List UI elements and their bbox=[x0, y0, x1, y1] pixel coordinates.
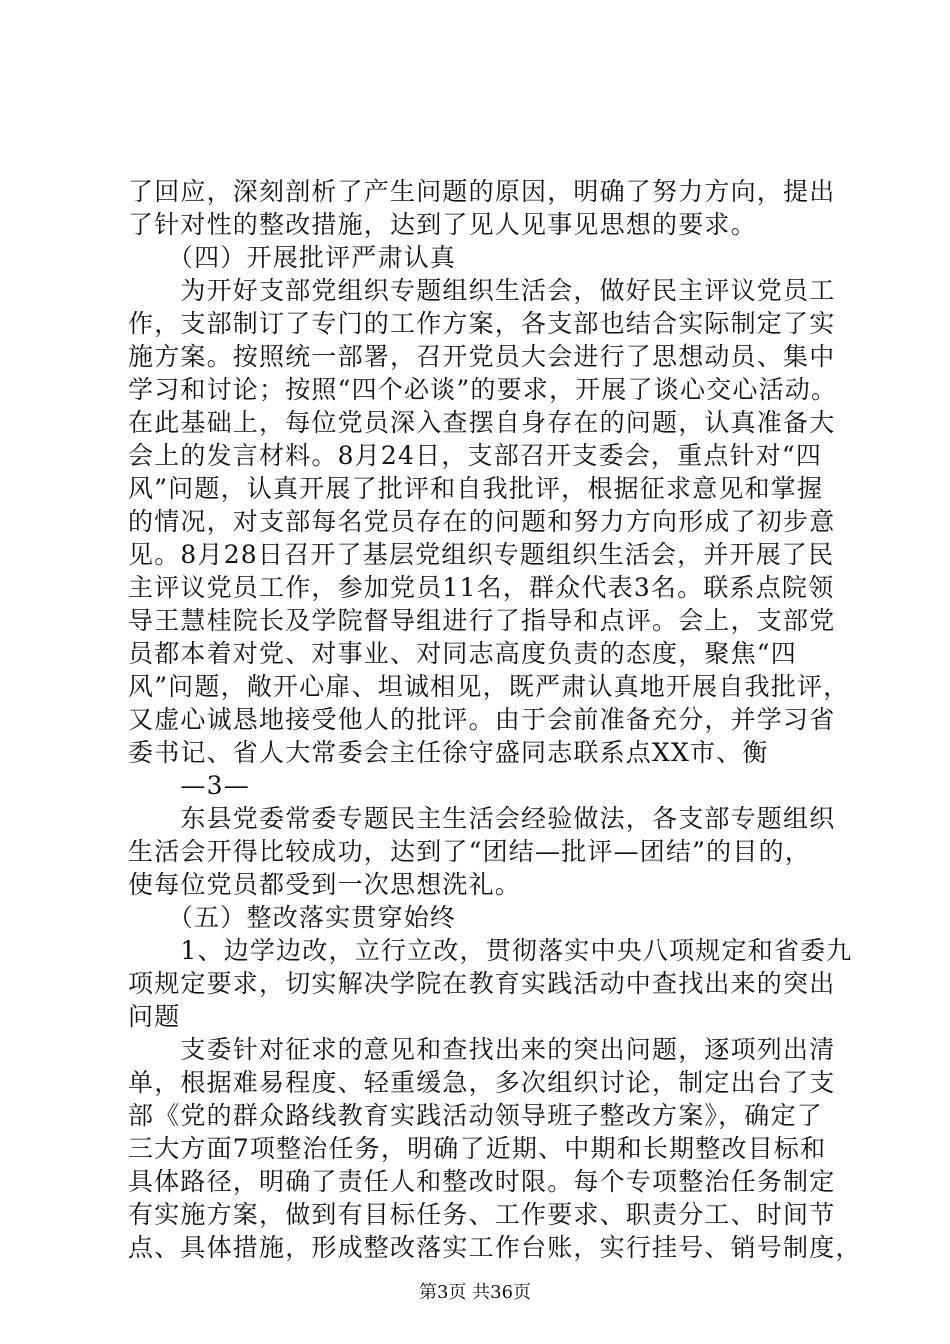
body-text-line: 会上的发言材料。8月24日，支部召开支委会，重点针对“四 bbox=[128, 441, 823, 470]
body-text-line: 导王慧桂院长及学院督导组进行了指导和点评。会上，支部党 bbox=[128, 606, 836, 635]
section-heading: （四）开展批评严肃认真 bbox=[128, 243, 457, 272]
body-text-line: 单，根据难易程度、轻重缓急，多次组织讨论，制定出台了支 bbox=[128, 1068, 836, 1097]
body-text-line: 了回应，深刻剖析了产生问题的原因，明确了努力方向，提出 bbox=[128, 177, 836, 206]
body-text-line: 生活会开得比较成功，达到了“团结—批评—团结”的目的， bbox=[128, 837, 811, 866]
page-number-footer: 第3页 共36页 bbox=[418, 1282, 532, 1303]
section-heading: （五）整改落实贯穿始终 bbox=[128, 903, 457, 932]
body-text-line: 点、具体措施，形成整改落实工作台账，实行挂号、销号制度， bbox=[128, 1233, 862, 1262]
body-text-line: 1、边学边改，立行立改，贯彻落实中央八项规定和省委九 bbox=[128, 936, 853, 965]
body-text-line: 三大方面7项整治任务，明确了近期、中期和长期整改目标和 bbox=[128, 1134, 827, 1163]
body-text-line: 东县党委常委专题民主生活会经验做法，各支部专题组织 bbox=[128, 804, 836, 833]
body-text-line: 问题 bbox=[128, 1002, 181, 1031]
inline-page-marker: —3— bbox=[128, 771, 250, 800]
body-text-line: 又虚心诚恳地接受他人的批评。由于会前准备充分，并学习省 bbox=[128, 705, 836, 734]
body-text-line: 主评议党员工作，参加党员11名，群众代表3名。联系点院领 bbox=[128, 573, 835, 602]
body-text-line: 学习和讨论；按照“四个必谈”的要求，开展了谈心交心活动。 bbox=[128, 375, 838, 404]
body-text-line: 有实施方案，做到有目标任务、工作要求、职责分工、时间节 bbox=[128, 1200, 836, 1229]
body-text-line: 支委针对征求的意见和查找出来的突出问题，逐项列出清 bbox=[128, 1035, 836, 1064]
body-text-line: 风”问题，敞开心扉、坦诚相见，既严肃认真地开展自我批评， bbox=[128, 672, 850, 701]
body-text-line: 为开好支部党组织专题组织生活会，做好民主评议党员工 bbox=[128, 276, 836, 305]
body-text-line: 作，支部制订了专门的工作方案，各支部也结合实际制定了实 bbox=[128, 309, 836, 338]
body-text-line: 员都本着对党、对事业、对同志高度负责的态度，聚焦“四 bbox=[128, 639, 797, 668]
body-text-line: 部《党的群众路线教育实践活动领导班子整改方案》，确定了 bbox=[128, 1101, 823, 1130]
body-text-line: 项规定要求，切实解决学院在教育实践活动中查找出来的突出 bbox=[128, 969, 836, 998]
body-text-line: 施方案。按照统一部署，召开党员大会进行了思想动员、集中 bbox=[128, 342, 836, 371]
body-text-line: 见。8月28日召开了基层党组织专题组织生活会，并开展了民 bbox=[128, 540, 835, 569]
body-text-line: 了针对性的整改措施，达到了见人见事见思想的要求。 bbox=[128, 210, 757, 239]
body-text-line: 具体路径，明确了责任人和整改时限。每个专项整治任务制定 bbox=[128, 1167, 836, 1196]
body-text-line: 在此基础上，每位党员深入查摆自身存在的问题，认真准备大 bbox=[128, 408, 836, 437]
body-text-line: 的情况，对支部每名党员存在的问题和努力方向形成了初步意 bbox=[128, 507, 836, 536]
body-text-line: 委书记、省人大常委会主任徐守盛同志联系点XX市、衡 bbox=[128, 738, 769, 767]
body-text-line: 使每位党员都受到一次思想洗礼。 bbox=[128, 870, 522, 899]
body-text-line: 风”问题，认真开展了批评和自我批评，根据征求意见和掌握 bbox=[128, 474, 824, 503]
